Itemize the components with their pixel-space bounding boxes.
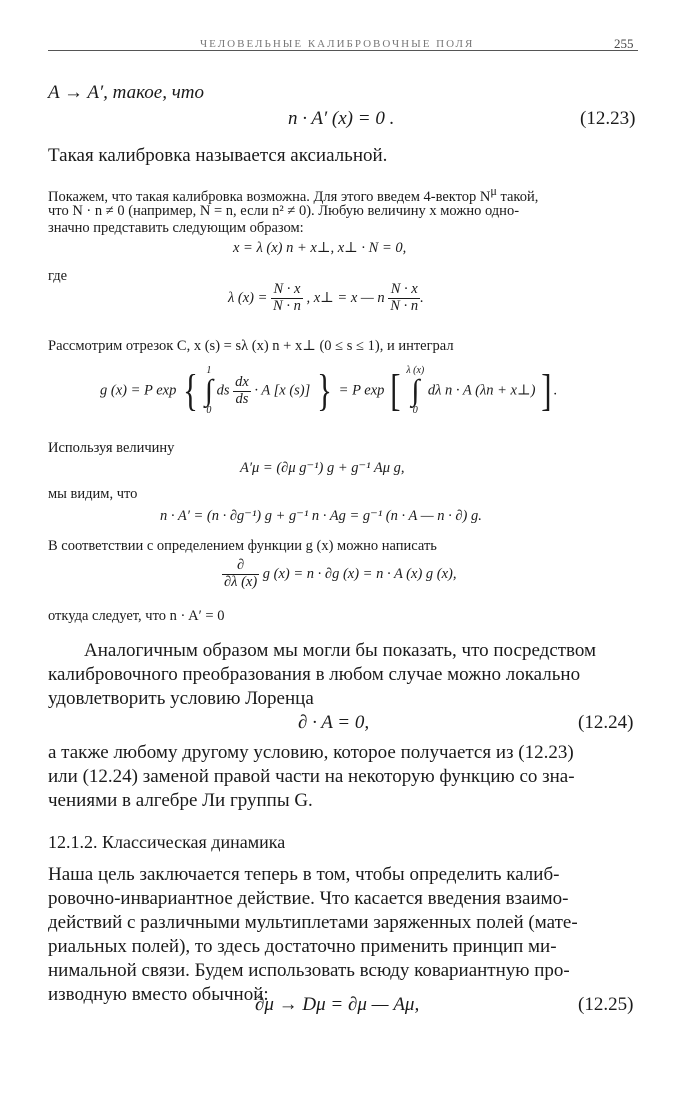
header-rule <box>48 50 638 51</box>
paragraph-analogous-2: калибровочного преобразования в любом случае можно локально <box>48 664 581 685</box>
small-paragraph-line-3: значно представить следующим образом: <box>48 220 304 236</box>
page-number: 255 <box>614 36 634 51</box>
according-to-definition: В соответствии с определением функции g (x) можно написать <box>48 538 437 554</box>
we-see: мы видим, что <box>48 486 138 502</box>
small-paragraph-line-2: что N · n ≠ 0 (например, N = n, если n² ≠ 0). Любую величину x можно одно- <box>48 203 520 219</box>
a-prime-equation: A′μ = (∂μ g⁻¹) g + g⁻¹ Aμ g, <box>240 460 405 476</box>
equation-number-12-24: (12.24) <box>578 712 634 733</box>
paragraph-analogous-3: удовлетворить условию Лоренца <box>48 688 314 709</box>
g-integral-equation: g (x) = P exp { 1 ∫ 0 ds $\frac{dx}{ds}$ · A [x (s)] } = P exp [ λ (x) ∫ 0 dλ n · A (λn + x⊥) ] . <box>100 365 558 416</box>
equation-12-23: n · A′ (x) = 0 . <box>288 108 395 129</box>
lambda-definition: λ (x) = $\frac{N \cdot x}{N \cdot n}$ , x⊥ = x — n $\frac{N \cdot x}{N \cdot n}$ . <box>228 281 424 314</box>
section-heading: 12.1.2. Классическая динамика <box>48 832 286 852</box>
paragraph-goal-1: Наша цель заключается теперь в том, чтобы определить калиб- <box>48 864 560 885</box>
paragraph-also-3: чениями в алгебре Ли группы G. <box>48 790 313 811</box>
axial-gauge-sentence: Такая калибровка называется аксиальной. <box>48 145 388 166</box>
running-title: ЧЕЛОВЕЛЬНЫЕ КАЛИБРОВОЧНЫЕ ПОЛЯ <box>200 38 475 50</box>
paragraph-goal-4: риальных полей), то здесь достаточно применить принцип ми- <box>48 936 557 957</box>
using-quantity: Используя величину <box>48 440 175 456</box>
decomposition-equation: x = λ (x) n + x⊥, x⊥ · N = 0, <box>233 240 407 256</box>
paragraph-goal-3: действий с различными мультиплетами заряженных полей (мате- <box>48 912 578 933</box>
equation-12-24: ∂ · A = 0, <box>298 712 370 733</box>
word-gde: где <box>48 268 68 284</box>
equation-number-12-25: (12.25) <box>578 994 634 1015</box>
paragraph-goal-6: изводную вместо обычной: <box>48 984 269 1005</box>
paragraph-analogous-1: Аналогичным образом мы могли бы показать, что посредством <box>84 640 597 661</box>
segment-paragraph: Рассмотрим отрезок C, x (s) = sλ (x) n + x⊥ (0 ≤ s ≤ 1), и интеграл <box>48 338 454 354</box>
whence-line: откуда следует, что n · A′ = 0 <box>48 608 225 624</box>
paragraph-goal-2: ровочно-инвариантное действие. Что касается введения взаимо- <box>48 888 569 909</box>
derivative-equation: $\frac{\partial}{\partial\lambda (x)}$ g (x) = n · ∂g (x) = n · A (x) g (x), <box>224 557 457 590</box>
equation-number-12-23: (12.23) <box>580 108 636 129</box>
equation-12-25: ∂μ → Dμ = ∂μ — Aμ, <box>255 994 420 1015</box>
paragraph-also-2: или (12.24) заменой правой части на некоторую функцию со зна- <box>48 766 575 787</box>
small-paragraph-line-1: Покажем, что такая калибровка возможна. Для этого введем 4-вектор $N^\mu$ такой, <box>48 184 539 205</box>
paragraph-also-1: а также любому другому условию, которое получается из (12.23) <box>48 742 574 763</box>
transform-line: A → A′, такое, что <box>48 82 205 103</box>
n-a-prime-equation: n · A′ = (n · ∂g⁻¹) g + g⁻¹ n · Ag = g⁻¹ (n · A — n · ∂) g. <box>160 508 482 524</box>
paragraph-goal-5: нимальной связи. Будем использовать всюду ковариантную про- <box>48 960 570 981</box>
